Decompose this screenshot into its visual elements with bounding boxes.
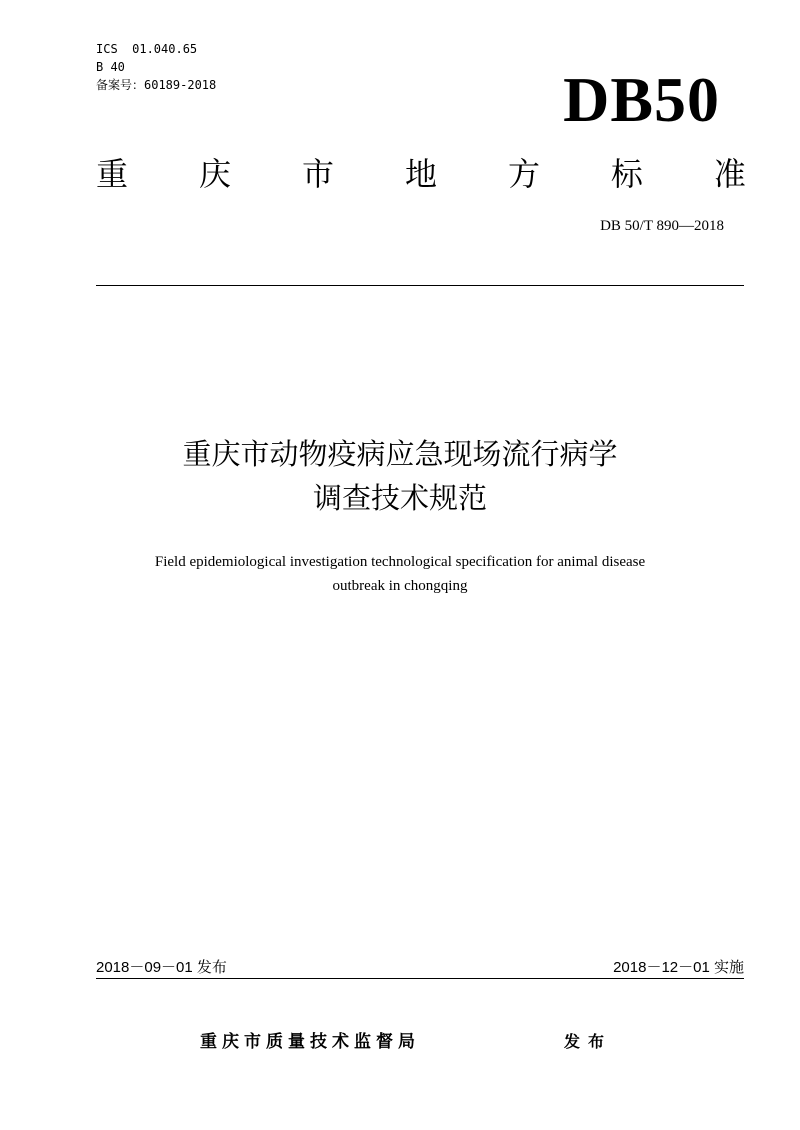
classification-block [96, 40, 216, 94]
filing-number: 备案号：60189-2018 [96, 78, 217, 92]
english-title-line-1: Field epidemiological investigation technological specification for animal disease [154, 554, 646, 570]
ccs-code: B 40 [96, 60, 125, 74]
issue-action: 发布 [564, 1032, 613, 1051]
standard-number: DB 50/T 890—2018 [600, 218, 724, 234]
standard-type-heading [96, 154, 746, 194]
english-title [60, 550, 740, 598]
issuing-authority: 重庆市质量技术监督局 [200, 1032, 420, 1052]
chinese-title-line-1: 重庆市动物疫病应急现场流行病学 [182, 437, 618, 471]
ics-code: ICS 01.040.65 [96, 42, 198, 56]
standard-type-char: 标 [610, 155, 643, 193]
date-row [96, 958, 744, 978]
standard-type-char: 重 [96, 155, 129, 193]
english-title-line-2: outbreak in chongqing [332, 578, 468, 594]
implement-date: 2018－12－01 实施 [613, 959, 744, 976]
standard-type-char: 方 [507, 155, 540, 193]
bottom-divider [96, 978, 744, 979]
standard-type-char: 庆 [198, 155, 231, 193]
standard-type-char: 地 [404, 155, 437, 193]
top-divider [96, 285, 744, 286]
standard-type-char: 市 [301, 155, 334, 193]
standard-code-logo: DB50 [563, 64, 720, 135]
standard-type-char: 准 [713, 155, 746, 193]
chinese-title [0, 432, 800, 520]
chinese-title-line-2: 调查技术规范 [312, 481, 487, 515]
publish-date: 2018－09－01 发布 [96, 959, 227, 976]
